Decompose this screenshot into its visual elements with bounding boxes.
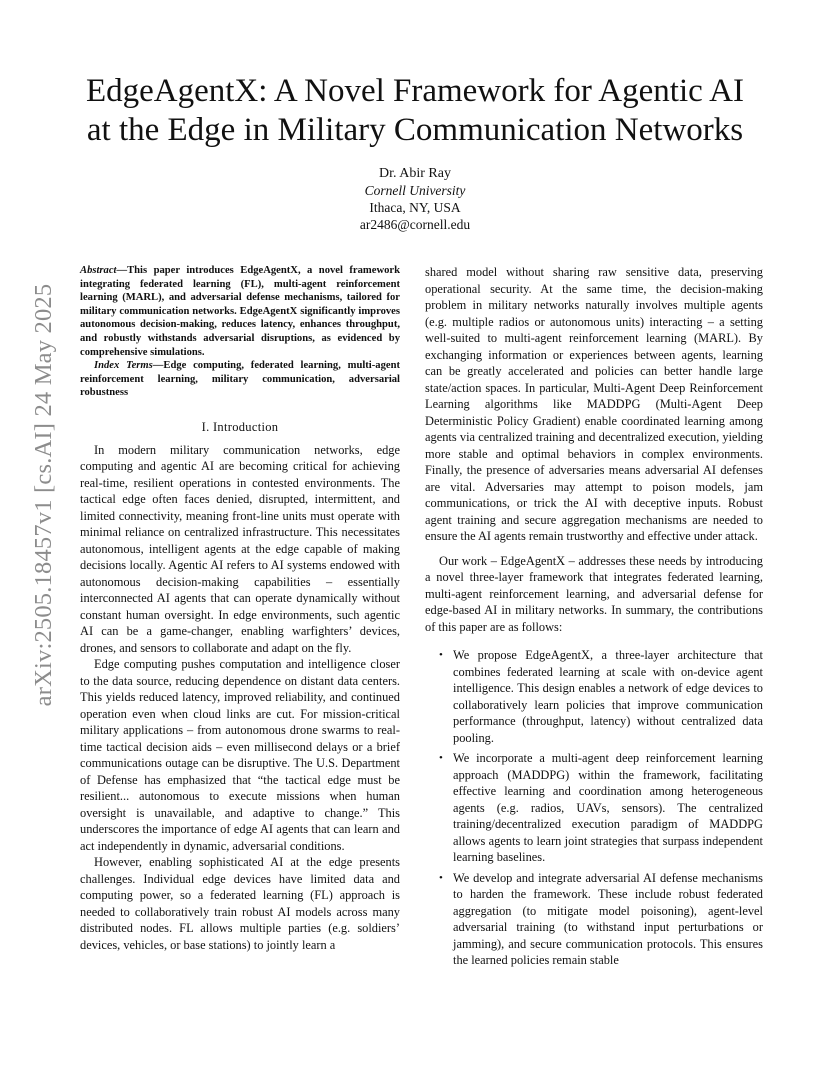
author-affiliation: Cornell University xyxy=(364,183,466,198)
left-column xyxy=(80,264,400,953)
paper-title xyxy=(60,72,770,150)
author-name: Dr. Abir Ray xyxy=(379,166,451,181)
right-column xyxy=(425,264,763,973)
abstract-label: Abstract xyxy=(80,265,117,276)
list-item xyxy=(425,870,763,969)
index-terms-text: —Edge computing, federated learning, multi-agent reinforcement learning, military communication, adversarial robustness xyxy=(80,360,400,399)
abstract xyxy=(80,264,400,359)
paragraph: In modern military communication networks, edge computing and agentic AI are becoming critical for achieving real-time, resilient operations in contested environments. The tactical edge often faces denied, disrupted, intermittent, and limited connectivity, meaning front-line units must operate with minimal reliance on centralized infrastructure. This necessitates autonomous, intelligent agents at the edge capable of making decisions locally. Agentic AI refers to AI systems endowed with autonomous decision-making capabilities – essentially interconnected AI agents that can operate dynamically without constant human oversight. In edge environments, such agentic AI can be a game-changer, enabling warfighters’ devices, drones, and sensors to collaborate and adapt on the fly. xyxy=(80,442,400,655)
paragraph: Our work – EdgeAgentX – addresses these needs by introducing a novel three-layer framework that integrates federated learning, multi-agent reinforcement learning, and adversarial defense for edge-based AI in military networks. In summary, the contributions of this paper are as follows: xyxy=(425,553,763,634)
list-item-text: We incorporate a multi-agent deep reinforcement learning approach (MADDPG) within the framework, facilitating effective learning and coordination among heterogeneous agents (e.g. radios, UAVs, sensors). The centralized training/decentralized execution paradigm of MADDPG allows agents to learn joint strategies that surpass independent learning baselines. xyxy=(453,751,763,864)
arxiv-identifier xyxy=(14,283,74,707)
list-item xyxy=(425,750,763,866)
arxiv-identifier-text: arXiv:2505.18457v1 [cs.AI] 24 May 2025 xyxy=(30,283,57,707)
title-line-2: at the Edge in Military Communication Networks xyxy=(86,112,744,148)
bullet-icon: • xyxy=(439,752,443,764)
paragraph: Edge computing pushes computation and intelligence closer to the data source, reducing dependence on distant data centers. This yields reduced latency, improved reliability, and continued operation even when cloud links are cut. For mission-critical military applications – from autonomous drone swarms to real-time tactical decision aids – even millisecond delays or a brief communications outage can be disruptive. The U.S. Department of Defense has emphasized that “the tactical edge must be resilient... autonomous to execute missions when human oversight is unavailable, and adaptive to change.” This underscores the importance of edge AI agents that can learn and act independently in dynamic, adversarial conditions. xyxy=(80,657,400,853)
index-terms-label: Index Terms xyxy=(94,360,153,372)
author-block xyxy=(220,165,610,233)
index-terms xyxy=(80,359,400,400)
title-line-1: EdgeAgentX: A Novel Framework for Agentic AI xyxy=(85,73,745,109)
author-email: ar2486@cornell.edu xyxy=(359,217,471,232)
list-item-text: We propose EdgeAgentX, a three-layer architecture that combines federated learning at scale with on-device agent intelligence. This design enables a network of edge devices to collaboratively learn policies that improve communication performance (throughput, latency) without centralized data pooling. xyxy=(453,648,763,745)
contributions-list xyxy=(425,647,763,969)
bullet-icon: • xyxy=(439,871,443,884)
list-item-text: We develop and integrate adversarial AI defense mechanisms to harden the framework. These include robust federated aggregation (to mitigate model poisoning), agent-level adversarial training (to withstand input perturbations or jamming), and secure communication protocols. This ensures the learned policies remain stable xyxy=(453,870,763,967)
section-heading-introduction: I. Introduction xyxy=(201,419,279,434)
paragraph: shared model without sharing raw sensitive data, preserving operational security. At the same time, the decision-making problem in military networks naturally involves multiple agents (e.g. multiple radios or autonomous units) interacting – a setting well-suited to multi-agent reinforcement learning (MARL). By exchanging information or experiences between agents, learning can be greatly accelerated and policies can better handle large state/action spaces. In particular, Multi-Agent Deep Reinforcement Learning algorithms like MADDPG (Multi-Agent Deep Deterministic Policy Gradient) enable coordinated learning among agents via centralized training and decentralized execution, yielding more stable and optimal behaviors in complex environments. Finally, the presence of adversaries means adversarial AI defenses are vital. Adversaries may attempt to poison models, jam communications, or trick the AI with deceptive inputs. Robust agent training and secure aggregation mechanisms are needed to ensure the AI agents remain trustworthy and effective under attack. xyxy=(425,265,763,543)
bullet-icon: • xyxy=(439,649,443,661)
list-item xyxy=(425,647,763,746)
author-location: Ithaca, NY, USA xyxy=(369,200,461,215)
abstract-text: —This paper introduces EdgeAgentX, a novel framework integrating federated learning (FL), multi-agent reinforcement learning (MARL), and adversarial defense mechanisms, tailored for military communication networks. EdgeAgentX significantly improves autonomous decision-making, reduces latency, enhances throughput, and robustly withstands adversarial disruptions, as evidenced by comprehensive simulations. xyxy=(80,265,400,358)
paragraph: However, enabling sophisticated AI at the edge presents challenges. Individual edge devices have limited data and computing power, so a federated learning (FL) approach is needed to collaboratively train robust AI models across many distributed nodes. FL allows multiple parties (e.g. soldiers’ devices, vehicles, or base stations) to jointly learn a xyxy=(80,855,400,952)
